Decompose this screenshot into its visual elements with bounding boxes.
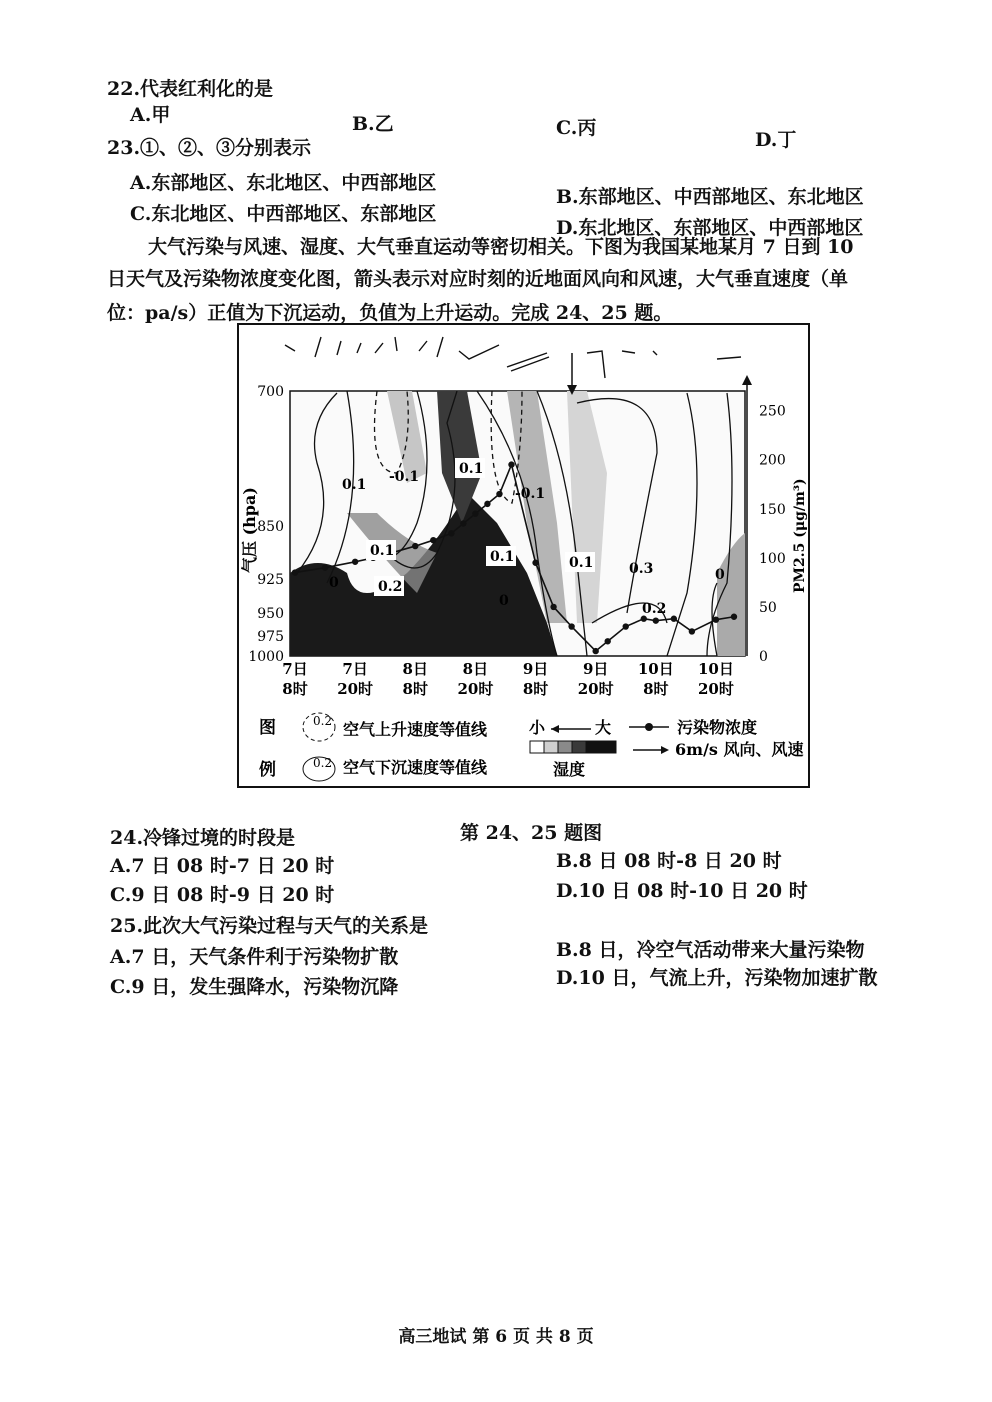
legend-pollutant-marker [645,723,653,731]
y-tick-label: 700 [257,384,284,400]
contour-label: 0.3 [629,561,654,577]
pollutant-point [550,604,556,610]
x-tick-label: 8时 [522,680,549,698]
legend-wind: 6m/s 风向、风速 [675,740,804,759]
q22-option-b: B.乙 [352,113,394,135]
x-tick-label: 9日 [582,660,609,678]
q23-stem: 23.①、②、③分别表示 [107,137,312,159]
q24-stem: 24.冷锋过境的时段是 [110,827,296,849]
pollutant-point [713,616,719,622]
pollutant-point [532,560,538,566]
legend-down-label: 空气下沉速度等值线 [343,758,488,777]
pollutant-point [412,543,418,549]
q22-option-c: C.丙 [556,117,597,139]
contour-label: 0.2 [378,579,403,595]
page-footer: 高三地试 第 6 页 共 8 页 [398,1327,594,1347]
contour-label: 0.1 [490,549,515,565]
contour-label: 0.2 [642,601,667,617]
weather-pollution-figure [237,323,810,788]
pollutant-point [460,520,466,526]
legend-down-val: 0.2 [313,756,333,770]
contour-label: 0 [329,575,339,591]
q23-option-d: D.东北地区、东部地区、中西部地区 [556,217,864,239]
contour-label: 0 [499,593,509,609]
y2-tick-label: 200 [759,452,786,469]
pollutant-point [484,501,490,507]
y2-tick-label: 100 [759,550,786,567]
passage-line-1: 大气污染与风速、湿度、大气垂直运动等密切相关。下图为我国某地某月 7 日到 10 [148,236,854,258]
x-tick-label: 7日 [342,660,368,678]
legend-left-1: 图 [259,718,276,738]
y-tick-label: 925 [257,572,284,588]
pollutant-point [623,623,629,629]
contour-label: 0 [715,567,725,583]
y2-tick-label: 50 [759,599,777,616]
q25-option-d: D.10 日，气流上升，污染物加速扩散 [556,967,878,989]
pollutant-point [689,628,695,634]
x-tick-label: 20时 [698,680,734,698]
q23-option-a: A.东部地区、东北地区、中西部地区 [130,172,437,194]
q25-option-a: A.7 日，天气条件利于污染物扩散 [110,946,399,968]
legend-up-val: 0.2 [313,714,333,728]
contour-label: -0.1 [389,469,420,485]
x-tick-label: 8时 [643,680,669,698]
pollutant-point [653,617,659,623]
x-tick-label: 8日 [462,660,489,678]
pollutant-point [322,564,328,570]
pollutant-point [430,537,436,543]
contour-label: 0.1 [569,555,594,571]
q25-option-c: C.9 日，发生强降水，污染物沉降 [110,976,399,998]
q23-option-b: B.东部地区、中西部地区、东北地区 [556,186,864,208]
x-tick-label: 20时 [457,680,494,698]
pollutant-point [448,530,454,536]
left-axis-title: 气压 (hpa) [240,487,259,573]
pollutant-point [605,638,611,644]
legend-big: 大 [595,718,612,737]
legend-up-label: 空气上升速度等值线 [343,720,488,739]
chart-svg [237,323,810,788]
q24-option-a: A.7 日 08 时-7 日 20 时 [110,855,335,877]
y-tick-label: 975 [257,629,284,645]
humidity-scale [530,741,616,753]
q22-stem: 22.代表红利化的是 [107,78,274,100]
q23-option-c: C.东北地区、中西部地区、东部地区 [130,203,437,225]
q25-option-b: B.8 日，冷空气活动带来大量污染物 [556,939,865,961]
passage-line-2: 日天气及污染物浓度变化图，箭头表示对应时刻的近地面风向和风速，大气垂直速度（单 [107,268,849,290]
right-axis-title: PM2.5 (μg/m³) [792,478,808,593]
y-tick-label: 850 [257,519,284,535]
x-tick-label: 10日 [698,660,734,678]
pollutant-point [671,616,677,622]
legend-pollutant: 污染物浓度 [677,718,758,737]
contour-label: 0.1 [370,543,395,559]
x-tick-label: 20时 [577,680,614,698]
contour-label: 0.1 [342,477,367,493]
x-tick-label: 20时 [337,680,374,698]
y-tick-label: 950 [257,606,284,622]
passage-line-3: 位：pa/s）正值为下沉运动，负值为上升运动。完成 24、25 题。 [107,302,673,324]
q24-option-c: C.9 日 08 时-9 日 20 时 [110,884,335,906]
legend-left-2: 例 [259,760,276,780]
x-tick-label: 7日 [282,660,308,678]
x-tick-label: 10日 [637,660,674,678]
y2-tick-label: 250 [759,403,786,420]
pollutant-point [731,614,737,620]
pollutant-point [568,623,574,629]
x-tick-label: 8时 [402,680,428,698]
q22-option-a: A.甲 [130,104,171,126]
y2-tick-label: 150 [759,501,786,518]
legend-small: 小 [529,718,546,737]
legend-humidity: 湿度 [553,760,586,779]
x-tick-label: 8时 [282,680,308,698]
pollutant-point [592,648,598,654]
pollutant-point [508,461,514,467]
y2-tick-label: 0 [759,649,768,665]
q25-stem: 25.此次大气污染过程与天气的关系是 [110,915,429,937]
x-tick-label: 9日 [522,660,549,678]
pollutant-point [292,569,298,575]
pollutant-point [352,559,358,565]
figure-caption: 第 24、25 题图 [460,822,603,844]
q24-option-d: D.10 日 08 时-10 日 20 时 [556,880,808,902]
contour-label: -0.1 [515,486,546,502]
contour-label: 0.1 [459,461,484,477]
q24-option-b: B.8 日 08 时-8 日 20 时 [556,850,782,872]
y-tick-label: 1000 [248,649,284,665]
x-tick-label: 8日 [402,660,428,678]
pollutant-point [472,510,478,516]
pollutant-point [496,491,502,497]
q22-option-d: D.丁 [755,129,797,151]
